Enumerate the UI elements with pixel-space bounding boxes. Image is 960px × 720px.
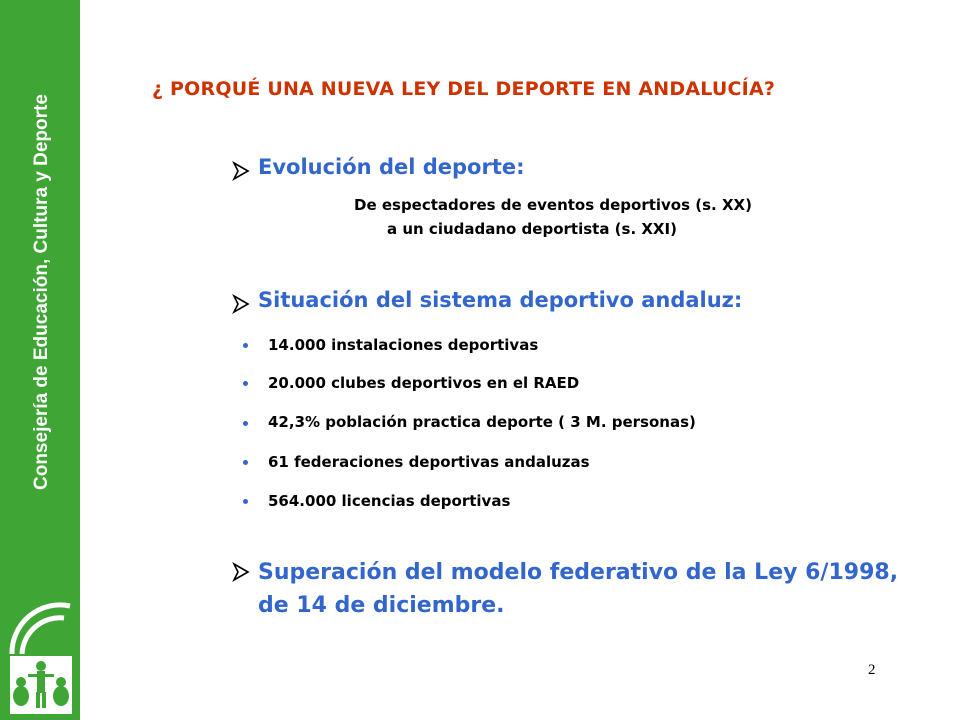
list-item: 20.000 clubes deportivos en el RAED bbox=[268, 374, 580, 392]
sidebar-organization-label: Consejería de Educación, Cultura y Deporte bbox=[31, 94, 52, 490]
evolution-line-2: a un ciudadano deportista (s. XXI) bbox=[387, 220, 677, 238]
section-heading-situation: Situación del sistema deportivo andaluz: bbox=[258, 288, 743, 312]
slide-title: ¿ PORQUÉ UNA NUEVA LEY DEL DEPORTE EN ANDALUCÍA? bbox=[152, 78, 776, 100]
junta-de-andalucia-emblem-icon bbox=[6, 592, 76, 716]
bullet-dot bbox=[243, 499, 248, 504]
list-item: 61 federaciones deportivas andaluzas bbox=[268, 453, 590, 471]
page-number: 2 bbox=[868, 662, 876, 678]
section-heading-federative-model bbox=[258, 556, 898, 622]
arrow-bullet-icon bbox=[232, 161, 250, 181]
bullet-dot bbox=[243, 460, 248, 465]
bullet-dot bbox=[243, 421, 248, 426]
list-item: 42,3% población practica deporte ( 3 M. personas) bbox=[268, 413, 696, 431]
bullet-dot bbox=[243, 381, 248, 386]
bullet-dot bbox=[243, 343, 248, 348]
arrow-bullet-icon bbox=[232, 562, 250, 582]
federative-model-line-1: Superación del modelo federativo de la Ley 6/1998, bbox=[258, 560, 899, 585]
federative-model-line-2: de 14 de diciembre. bbox=[258, 593, 505, 618]
section-heading-evolution: Evolución del deporte: bbox=[258, 155, 525, 179]
evolution-line-1: De espectadores de eventos deportivos (s. XX) bbox=[354, 196, 752, 214]
list-item: 14.000 instalaciones deportivas bbox=[268, 336, 539, 354]
arrow-bullet-icon bbox=[232, 294, 250, 314]
sidebar bbox=[0, 0, 80, 720]
list-item: 564.000 licencias deportivas bbox=[268, 492, 511, 510]
